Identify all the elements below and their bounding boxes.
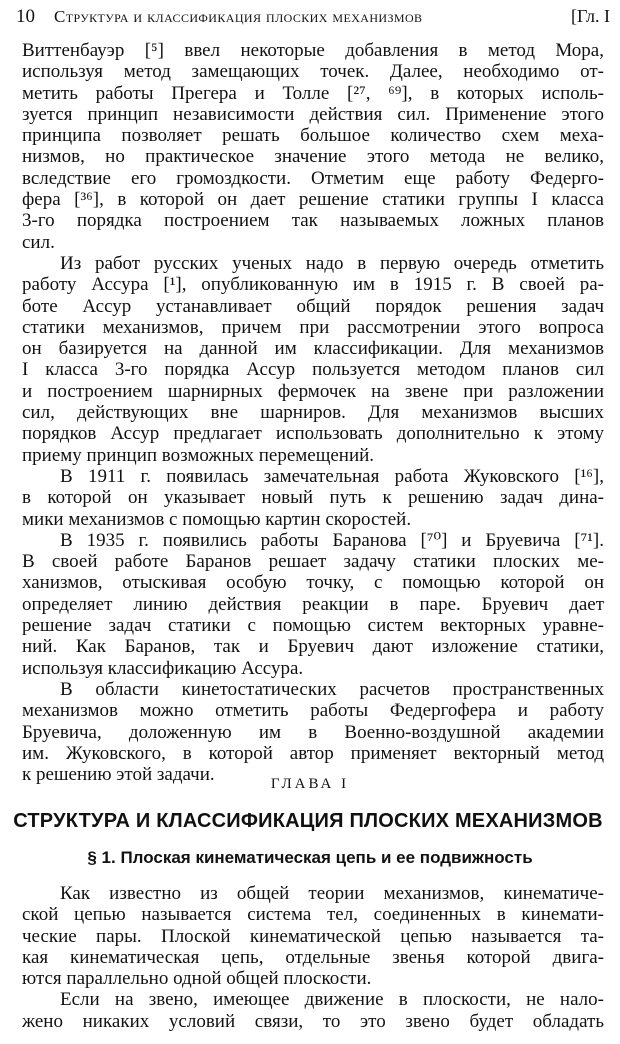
text-line: Виттенбауэр [⁵] ввел некоторые добавления в метод Мора, xyxy=(22,40,604,61)
text-line: механизмов можно отметить работы Федергофера и работу xyxy=(22,700,604,722)
history-text-block xyxy=(22,40,604,785)
paragraph-baranov xyxy=(22,530,604,679)
text-line: Как известно из общей теории механизмов, кинематиче- xyxy=(60,883,604,904)
chapter-title: СТРУКТУРА И КЛАССИФИКАЦИЯ ПЛОСКИХ МЕХАНИЗМОВ xyxy=(13,810,603,832)
text-line: ханизмов, отыскивая особую точку, с помощью которой он xyxy=(22,572,604,594)
text-line: зуется принцип независимости действия сил. Применение этого xyxy=(22,103,604,125)
text-line: В 1935 г. появились работы Баранова [⁷⁰] и Бруевича [⁷¹]. xyxy=(60,529,604,551)
chapter-label: ГЛАВА I xyxy=(270,776,350,792)
text-line: используя метод замещающих точек. Далее, необходимо от- xyxy=(22,61,604,83)
text-line: 3-го порядка построением так называемых ложных планов xyxy=(22,210,604,232)
text-line: в которой он указывает новый путь к решению задач дина- xyxy=(22,487,604,509)
paragraph-kinematic-chain xyxy=(22,883,604,989)
text-line: ческие пары. Плоской кинематической цепью называется та- xyxy=(22,925,604,947)
text-line: к решению этой задачи. xyxy=(22,764,215,786)
running-title: Структура и классификация плоских механизмов xyxy=(54,7,423,26)
text-line: мики механизмов с помощью картин скоростей. xyxy=(22,508,412,530)
text-line: В 1911 г. появилась замечательная работа Жуковского [¹⁶], xyxy=(60,465,604,487)
text-line: В своей работе Баранов решает задачу статики плоских ме- xyxy=(22,551,604,573)
text-line: метить работы Прегера и Толле [²⁷, ⁶⁹], в которых исполь- xyxy=(22,82,604,104)
paragraph-zhukovsky xyxy=(22,466,604,530)
text-line: В области кинетостатических расчетов пространственных xyxy=(60,678,604,700)
chapter-reference: [Гл. I xyxy=(570,6,610,26)
text-line: ской цепью называется система тел, соединенных в кинемати- xyxy=(22,904,604,926)
text-line: используя классификацию Ассура. xyxy=(22,657,304,679)
paragraph-free-link xyxy=(22,989,604,1032)
text-line: им. Жуковского, в которой автор применяет векторный метод xyxy=(22,742,604,764)
text-line: фера [³⁶], в которой он дает решение статики группы I класса xyxy=(22,189,604,211)
text-line: он базируется на данной им классификации. Для механизмов xyxy=(22,338,604,360)
text-line: порядков Ассур предлагает использовать дополнительно к этому xyxy=(22,423,604,445)
text-line: и построением шарнирных фермочек на звене при разложении xyxy=(22,380,604,402)
text-line: ются параллельно одной общей плоскости. xyxy=(22,968,372,990)
text-line: низмов, но практическое значение этого метода не велико, xyxy=(22,146,604,168)
text-line: вследствие его громоздкости. Отметим еще работу Федерго- xyxy=(22,167,604,189)
text-line: принципа позволяет решать большое количество схем меха- xyxy=(22,125,604,147)
paragraph-kinetostatics xyxy=(22,679,604,785)
text-line: приему принцип возможных перемещений. xyxy=(22,444,375,466)
text-line: определяет линию действия реакции в паре. Бруевич дает xyxy=(22,593,604,615)
text-line: Из работ русских ученых надо в первую очередь отметить xyxy=(60,252,604,274)
text-line: боте Ассур устанавливает общий порядок решения задач xyxy=(22,295,604,317)
text-line: кая кинематическая цепь, отдельные звенья которой двига- xyxy=(22,946,604,968)
text-line: работу Ассура [¹], опубликованную им в 1915 г. В своей ра- xyxy=(22,274,604,296)
text-line: решение задач статики с помощью систем векторных уравне- xyxy=(22,615,604,637)
paragraph-wittenbauer xyxy=(22,40,604,253)
running-header xyxy=(16,6,610,32)
text-line: сил. xyxy=(22,231,55,253)
text-line: I класса 3-го порядка Ассур пользуется методом планов сил xyxy=(22,359,604,381)
text-line: статики механизмов, причем при рассмотрении этого вопроса xyxy=(22,316,604,338)
section-title: § 1. Плоская кинематическая цепь и ее подвижность xyxy=(87,848,533,867)
section-text-block xyxy=(22,883,604,1032)
text-line: сил, действующих вне шарниров. Для механизмов высших xyxy=(22,402,604,424)
text-line: ний. Как Баранов, так и Бруевич дают изложение статики, xyxy=(22,636,604,658)
text-line: Если на звено, имеющее движение в плоскости, не нало- xyxy=(60,989,604,1011)
text-line: жено никаких условий связи, то это звено будет обладать xyxy=(22,1010,604,1032)
text-line: Бруевича, доложенную им в Военно-воздушной академии xyxy=(22,721,604,743)
page-number: 10 xyxy=(16,6,35,27)
paragraph-assur xyxy=(22,253,604,466)
